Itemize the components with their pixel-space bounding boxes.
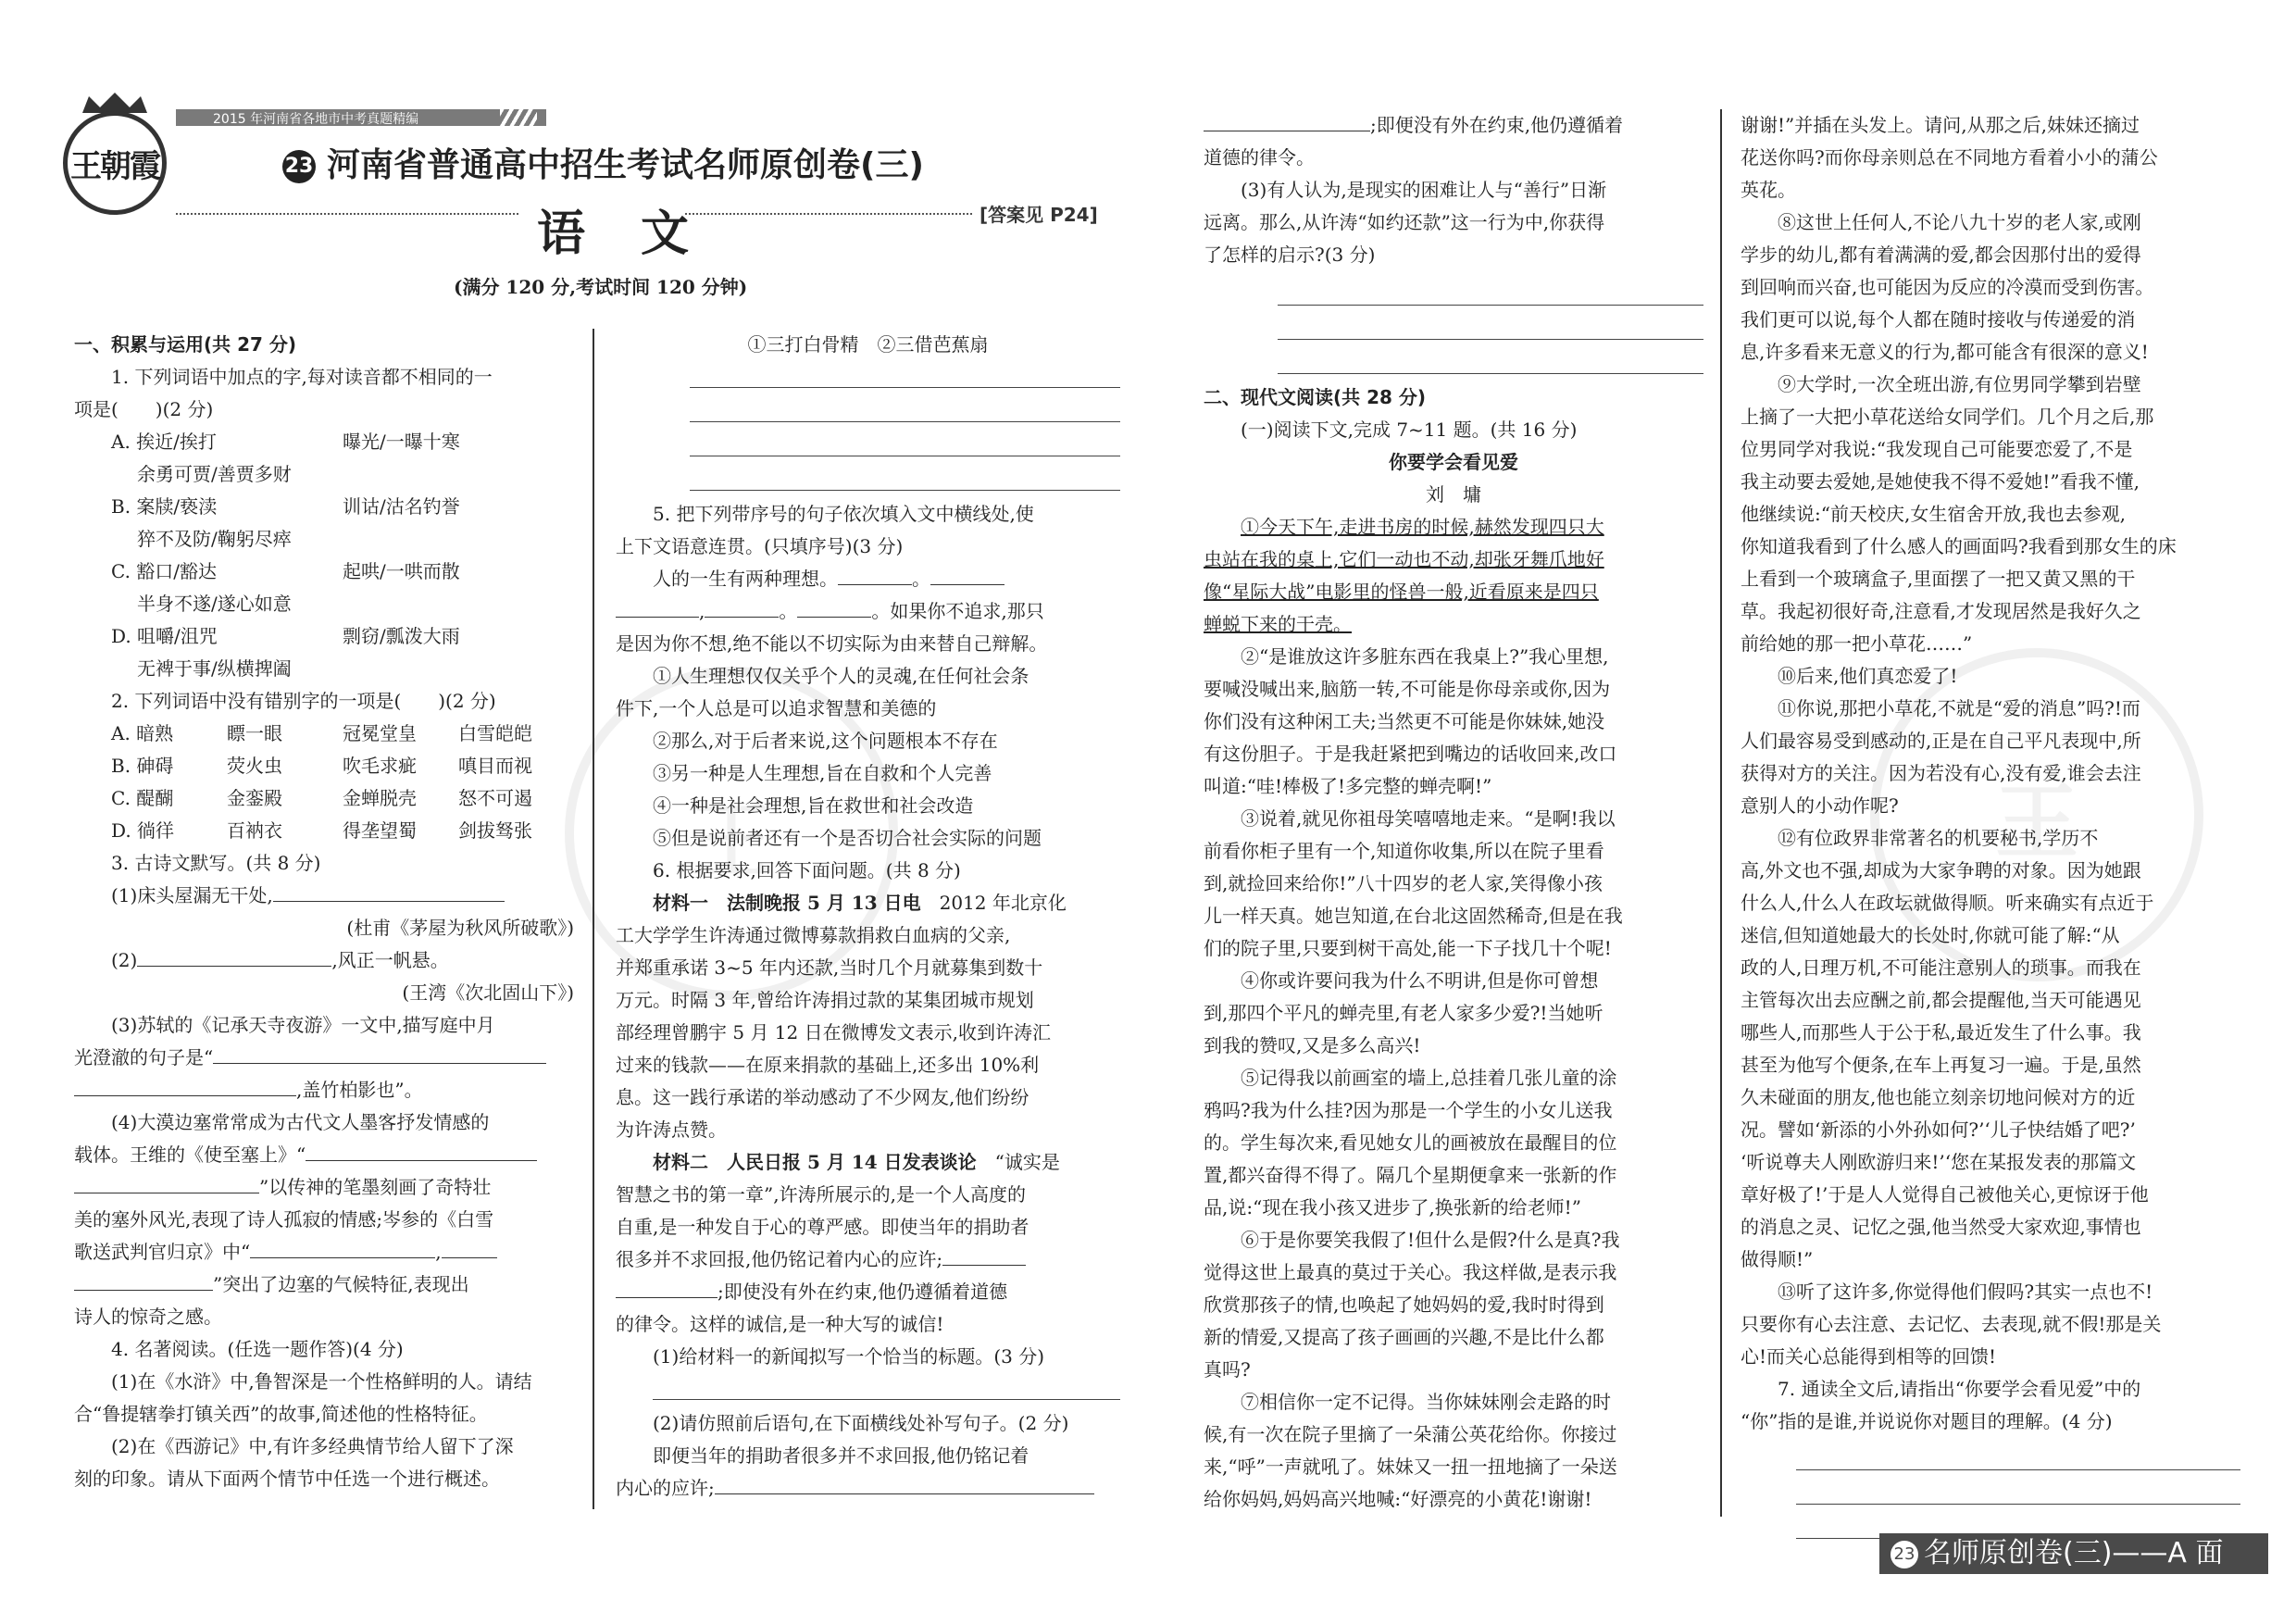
question-3-stem: 3. 古诗文默写。(共 8 分)	[111, 852, 321, 874]
essay-line: 息,许多看来无意义的行为,都可能含有很深的意义!	[1741, 341, 2149, 363]
option-row	[74, 782, 574, 815]
material-2	[616, 1146, 1120, 1179]
answer-line[interactable]	[653, 1373, 1120, 1400]
option-text: 曝光/一曝十寒	[343, 431, 460, 453]
answer-blank[interactable]	[74, 1172, 259, 1193]
question-5-items	[616, 660, 1120, 855]
essay-line: 的消息之灵、记忆之强,他当然受大家欢迎,事情也	[1741, 1216, 2141, 1238]
question-text: (1)床头屋漏无干处,	[111, 884, 273, 906]
essay-line: ⑦相信你一定不记得。当你妹妹刚会走路的时	[1241, 1391, 1611, 1413]
essay-line: 给你妈妈,妈妈高兴地喊:“好漂亮的小黄花!谢谢!	[1204, 1488, 1592, 1510]
footer-number-badge: 23	[1890, 1541, 1918, 1568]
essay-line: ⑫有位政界非常著名的机要秘书,学历不	[1778, 827, 2099, 849]
plot-options: ①三打白骨精 ②三借芭蕉扇	[747, 333, 989, 356]
option-text: 百衲衣	[227, 819, 282, 842]
answer-line[interactable]	[690, 395, 1120, 422]
column-2	[616, 329, 1120, 1505]
question-text: ,风正一帆悬。	[331, 949, 449, 971]
material-1	[616, 887, 1120, 919]
answer-blank[interactable]	[213, 1043, 546, 1064]
essay-line: 前看你柜子里有一个,知道你收集,所以在院子里看	[1204, 840, 1604, 862]
essay-line: 的。学生每次来,看见她女儿的画被放在最醒目的位	[1204, 1131, 1617, 1154]
brand-logo	[63, 111, 167, 215]
option-text: 金銮殿	[227, 787, 282, 809]
answer-lines	[1204, 279, 1703, 374]
material-text: 万元。时隔 3 年,曾给许涛捐过款的某集团城市规划	[616, 989, 1034, 1011]
option-row	[74, 620, 574, 653]
option-row	[74, 523, 574, 556]
option-text: 起哄/一哄而散	[343, 560, 460, 582]
answer-blank[interactable]	[838, 564, 912, 585]
option-text: 剑拔驽张	[458, 819, 532, 842]
essay-line: 英花。	[1741, 179, 1796, 201]
material-text-span: 很多并不求回报,他仍铭记着内心的应许;	[616, 1248, 943, 1270]
series-banner	[176, 109, 546, 126]
option-text: B. 案牍/亵渎	[111, 495, 218, 518]
option-row	[74, 653, 574, 685]
question-3-4-line: 诗人的惊奇之感。	[74, 1306, 222, 1328]
question-6-2-text: 即便当年的捐助者很多并不求回报,他仍铭记着	[653, 1444, 1029, 1467]
question-6-2-cont	[1204, 109, 1703, 142]
question-6-2-cont: 道德的律令。	[1204, 146, 1315, 169]
question-text: (2)	[111, 949, 138, 971]
answer-blank[interactable]	[250, 1237, 435, 1258]
material-text: 2012 年北京化	[939, 892, 1067, 914]
answer-blank[interactable]	[705, 596, 779, 618]
material-text	[616, 1243, 1120, 1276]
essay-line: 花送你吗?而你母亲则总在不同地方看着小小的蒲公	[1741, 146, 2158, 169]
essay-line: 人们最容易受到感动的,正是在自己平凡表现中,所	[1741, 730, 2141, 752]
essay-line: 什么人,什么人在政坛就做得顺。听来确实有点近于	[1741, 892, 2154, 914]
answer-blank[interactable]	[616, 1277, 718, 1298]
column-divider	[1720, 109, 1722, 1517]
material-label: 材料一 法制晚报 5 月 13 日电	[653, 892, 921, 914]
essay-line: 迷信,但知道她最大的长处时,你就可能了解:“从	[1741, 924, 2120, 946]
answer-lines	[1741, 1443, 2240, 1539]
answer-blank[interactable]	[616, 596, 699, 618]
answer-blank[interactable]	[306, 1140, 537, 1161]
option-text: 无裨于事/纵横捭阖	[137, 657, 292, 680]
column-1	[74, 329, 574, 1495]
essay-line: 做得顺!”	[1741, 1248, 1814, 1270]
question-3-4-line: 美的塞外风光,表现了诗人孤寂的情感;岑参的《白雪	[74, 1208, 494, 1231]
essay-line: 高,外文也不强,却成为大家争聘的对象。因为她跟	[1741, 859, 2141, 881]
option-text: 剽窃/瓢泼大雨	[343, 625, 460, 647]
material-text: 工大学学生许涛通过微博募款捐救白血病的父亲,	[616, 924, 1011, 946]
option-row	[74, 588, 574, 620]
essay-line: 新的情爱,又提高了孩子画画的兴趣,不是比什么都	[1204, 1326, 1604, 1348]
sentence-item: ⑤但是说前者还有一个是否切合社会实际的问题	[653, 827, 1042, 849]
question-5-text: , 。 。如果你不追求,那只	[616, 595, 1120, 628]
material-text: 为许涛点赞。	[616, 1118, 727, 1141]
header-rule	[176, 213, 518, 215]
essay-line: 况。譬如‘新添的小外孙如何?’‘儿子快结婚了吧?’	[1741, 1118, 2136, 1141]
question-5-text: 是因为你不想,绝不能以不切实际为由来替自己辩解。	[616, 632, 1048, 655]
answer-blank[interactable]	[74, 1075, 296, 1096]
question-7: 7. 通读全文后,请指出“你要学会看见爱”中的	[1778, 1378, 2141, 1400]
essay-line: 甚至为他写个便条,在车上再复习一遍。于是,虽然	[1741, 1054, 2141, 1076]
question-text: 载体。王维的《使至塞上》“	[74, 1143, 306, 1166]
material-text: 息。这一践行承诺的举动感动了不少网友,他们纷纷	[616, 1086, 1029, 1108]
question-3-1	[74, 880, 574, 912]
essay-line: 蝉蜕下来的干壳。	[1204, 613, 1352, 635]
question-text: 内心的应许;	[616, 1477, 715, 1499]
option-text: 白雪皑皑	[458, 722, 532, 744]
question-1-stem: 项是( )(2 分)	[74, 398, 214, 420]
question-3-4-line	[74, 1139, 574, 1171]
essay-line: 获得对方的关注。因为若没有心,没有爱,谁会去注	[1741, 762, 2141, 784]
question-text: 人的一生有两种理想。	[653, 568, 838, 590]
option-text: 猝不及防/鞠躬尽瘁	[137, 528, 292, 550]
option-text: 嗔目而视	[458, 755, 532, 777]
question-1-options	[74, 426, 574, 685]
essay-line: 只要你有心去注意、去记忆、去表现,就不假!那是关	[1741, 1313, 2162, 1335]
answer-blank[interactable]	[74, 1269, 213, 1291]
answer-line[interactable]	[1796, 1443, 2240, 1470]
question-6-2: (2)请仿照前后语句,在下面横线处补写句子。(2 分)	[653, 1412, 1069, 1434]
essay-line: 来,“呼”一声就吼了。妹妹又一扭一扭地摘了一朵送	[1204, 1456, 1617, 1478]
essay-line: 位男同学对我说:“我发现自己可能要恋爱了,不是	[1741, 438, 2133, 460]
exam-number-badge: 23	[282, 150, 316, 183]
sentence-item: ②那么,对于后者来说,这个问题根本不存在	[653, 730, 998, 752]
essay-line: ③说着,就见你祖母笑嘻嘻地走来。“是啊!我以	[1241, 807, 1616, 830]
option-row	[74, 426, 574, 458]
subject-title: 语文	[537, 206, 745, 262]
question-text: ”突出了边塞的气候特征,表现出	[213, 1273, 469, 1295]
answer-line[interactable]	[1278, 313, 1703, 340]
banner-stripes	[500, 109, 537, 126]
poem-source: (杜甫《茅屋为秋风所破歌》)	[346, 917, 574, 939]
material-text: 自重,是一种发自于心的尊严感。即使当年的捐助者	[616, 1216, 1029, 1238]
question-4-1: 合“鲁提辖拳打镇关西”的故事,简述他的性格特征。	[74, 1403, 488, 1425]
question-3-4-line	[74, 1268, 574, 1301]
question-3-4-line	[74, 1171, 574, 1204]
essay-line: 虫站在我的桌上,它们一动也不动,却张牙舞爪地好	[1204, 548, 1604, 570]
question-7: “你”指的是谁,并说说你对题目的理解。(4 分)	[1741, 1410, 2113, 1432]
answer-lines	[616, 1373, 1120, 1400]
essay-line: 学步的幼儿,都有着满满的爱,都会因那付出的爱得	[1741, 244, 2141, 266]
material-text: 智慧之书的第一章”,许涛所展示的,是一个人高度的	[616, 1183, 1026, 1206]
question-4-1: (1)在《水浒》中,鲁智深是一个性格鲜明的人。请结	[111, 1370, 532, 1393]
option-text: 怒不可遏	[458, 787, 532, 809]
essay-line: 叫道:“哇!棒极了!多完整的蝉壳啊!”	[1204, 775, 1492, 797]
option-text: 吹毛求疵	[343, 755, 417, 777]
option-row	[74, 750, 574, 782]
essay-line: 草。我起初很好奇,注意看,才发现居然是我好久之	[1741, 600, 2141, 622]
watermark-text: 王	[690, 792, 773, 890]
question-3-3-line	[74, 1074, 574, 1106]
essay-title: 你要学会看见爱	[1389, 451, 1518, 473]
essay-line: 你们没有这种闲工夫;当然更不可能是你妹妹,她没	[1204, 710, 1605, 732]
question-text: ,	[435, 1241, 442, 1263]
essay-line: ⑨大学时,一次全班出游,有位男同学攀到岩壁	[1778, 373, 2141, 395]
essay-line: 政的人,日理万机,不可能注意别人的琐事。而我在	[1741, 956, 2141, 979]
question-3-4-line	[74, 1236, 574, 1268]
essay-line: 置,都兴奋得不得了。隔几个星期便拿来一张新的作	[1204, 1164, 1617, 1186]
page-footer	[1879, 1533, 2268, 1574]
essay-line: 久未碰面的朋友,他也能立刻亲切地问候对方的近	[1741, 1086, 2136, 1108]
essay-body	[1741, 109, 2240, 1373]
question-5-stem: 上下文语意连贯。(只填序号)(3 分)	[616, 535, 904, 557]
essay-line: 他继续说:“前天校庆,女生宿舍开放,我也去参观,	[1741, 503, 2127, 525]
option-text: 金蝉脱壳	[343, 787, 417, 809]
option-text: 荧火虫	[227, 755, 282, 777]
answer-lines	[616, 361, 1120, 491]
essay-line: 儿一样天真。她岂知道,在台北这固然稀奇,但是在我	[1204, 905, 1623, 927]
sentence-item: ④一种是社会理想,旨在救世和社会改造	[653, 794, 974, 817]
essay-line: 鸦吗?我为什么挂?因为那是一个学生的小女儿送我	[1204, 1099, 1613, 1121]
essay-line: ④你或许要问我为什么不明讲,但是你可曾想	[1241, 969, 1599, 992]
essay-line: 要喊没喊出来,脑筋一转,不可能是你母亲或你,因为	[1204, 678, 1611, 700]
answer-blank[interactable]	[942, 1244, 1026, 1266]
question-3-3-line	[74, 1042, 574, 1074]
question-text: ;即便没有外在约束,他仍遵循着	[1370, 114, 1624, 136]
question-text: 歌送武判官归京》中“	[74, 1241, 251, 1263]
essay-body	[1204, 511, 1703, 1516]
logo-text: 王朝霞	[70, 147, 159, 185]
essay-line: 主管每次出去应酬之前,都会提醒他,当天可能遇见	[1741, 989, 2141, 1011]
question-text: 光澄澈的句子是“	[74, 1046, 214, 1068]
question-text: ,盖竹柏影也”。	[296, 1079, 423, 1101]
essay-line: 们的院子里,只要到树干高处,能一下子找几十个呢!	[1204, 937, 1612, 959]
option-text: A. 挨近/挨打	[111, 431, 217, 453]
question-5-stem: 5. 把下列带序号的句子依次填入文中横线处,使	[653, 503, 1034, 525]
essay-author: 刘 墉	[1426, 483, 1481, 506]
essay-line: 上看到一个玻璃盒子,里面摆了一把又黄又黑的干	[1741, 568, 2136, 590]
question-6-3: 远离。那么,从许涛“如约还款”这一行为中,你获得	[1204, 211, 1605, 233]
sentence-item: ①人生理想仅仅关乎个人的灵魂,在任何社会条	[653, 665, 1029, 687]
essay-line: 有这份胆子。于是我赶紧把到嘴边的话收回来,改口	[1204, 743, 1617, 765]
essay-line: ⑬听了这许多,你觉得他们假吗?其实一点也不!	[1778, 1281, 2153, 1303]
essay-line: 到回响而兴奋,也可能因为反应的冷漠而受到伤害。	[1741, 276, 2154, 298]
score-info: (满分 120 分,考试时间 120 分钟)	[454, 276, 748, 298]
question-3-2	[74, 944, 574, 977]
essay-line: 谢谢!”并插在头发上。请问,从那之后,妹妹还摘过	[1741, 114, 2140, 136]
material-text	[616, 1276, 1120, 1308]
material-text: 的律令。这样的诚信,是一种大写的诚信!	[616, 1313, 944, 1335]
option-text: D. 徜徉	[111, 819, 175, 842]
essay-line: 前给她的那一把小草花……”	[1741, 632, 1973, 655]
material-text: 过来的钱款——在原来捐款的基础上,还多出 10%利	[616, 1054, 1040, 1076]
question-4-stem: 4. 名著阅读。(任选一题作答)(4 分)	[111, 1338, 404, 1360]
title-text: 河南省普通高中招生考试名师原创卷(三)	[327, 146, 924, 184]
question-6-2-text	[616, 1472, 1120, 1505]
option-text: 得垄望蜀	[343, 819, 417, 842]
option-row	[74, 718, 574, 750]
essay-line: 像“星际大战”电影里的怪兽一般,近看原来是四只	[1204, 581, 1599, 603]
answer-blank[interactable]	[442, 1237, 497, 1258]
option-text: 冠冕堂皇	[343, 722, 417, 744]
sentence-item: ③另一种是人生理想,旨在自救和个人完善	[653, 762, 992, 784]
question-5-text: 人的一生有两种理想。 。	[616, 563, 1120, 595]
essay-line: ②“是谁放这许多脏东西在我桌上?”我心里想,	[1241, 645, 1609, 668]
question-6-3: (3)有人认为,是现实的困难让人与“善行”日渐	[1241, 179, 1607, 201]
material-text: 并郑重承诺 3~5 年内还款,当时几个月就募集到数十	[616, 956, 1043, 979]
essay-line: 我们更可以说,每个人都在随时接收与传递爱的消	[1741, 308, 2136, 331]
option-text: C. 醍醐	[111, 787, 174, 809]
answer-blank[interactable]	[715, 1473, 1094, 1494]
essay-line: 上摘了一大把小草花送给女同学们。几个月之后,那	[1741, 406, 2154, 428]
essay-line: ⑧这世上任何人,不论八九十岁的老人家,或刚	[1778, 211, 2141, 233]
footer-text: 名师原创卷(三)——A 面	[1924, 1537, 2224, 1569]
question-1-stem: 1. 下列词语中加点的字,每对读音都不相同的一	[111, 366, 493, 388]
essay-line: 心!而关心总能得到相等的回馈!	[1741, 1345, 1997, 1368]
option-row	[74, 491, 574, 523]
question-4-2: 刻的印象。请从下面两个情节中任选一个进行概述。	[74, 1468, 500, 1490]
section-heading: 二、现代文阅读(共 28 分)	[1204, 386, 1427, 408]
option-text: 瞟一眼	[227, 722, 282, 744]
essay-line: 你知道我看到了什么感人的画面吗?我看到那女生的床	[1741, 535, 2177, 557]
question-text: ”以传神的笔墨刻画了奇特壮	[259, 1176, 492, 1198]
column-divider	[593, 329, 594, 1509]
question-6-1: (1)给材料一的新闻拟写一个恰当的标题。(3 分)	[653, 1345, 1045, 1368]
question-3-3: (3)苏轼的《记承天寺夜游》一文中,描写庭中月	[111, 1014, 495, 1036]
answer-blank[interactable]	[1204, 110, 1370, 131]
question-text: 。如果你不追求,那只	[871, 600, 1044, 622]
essay-line: 章好极了!’于是人人觉得自己被他关心,更惊讶于他	[1741, 1183, 2149, 1206]
essay-line: 到,就捡回来给你!”八十四岁的老人家,笑得像小孩	[1204, 872, 1603, 894]
question-2-stem: 2. 下列词语中没有错别字的一项是( )(2 分)	[111, 690, 496, 712]
answer-line[interactable]	[1278, 347, 1703, 374]
essay-line: 到我的赞叹,又是多么高兴!	[1204, 1034, 1421, 1056]
essay-line: 意别人的小动作呢?	[1741, 794, 1899, 817]
poem-source: (王湾《次北固山下》)	[402, 981, 574, 1004]
series-text: 2015 年河南省各地市中考真题精编	[213, 112, 419, 127]
essay-line: 候,有一次在院子里摘了一朵蒲公英花给你。你接过	[1204, 1423, 1617, 1445]
answer-blank[interactable]	[930, 564, 1004, 585]
option-text: D. 咀嚼/沮咒	[111, 625, 218, 647]
question-4-2: (2)在《西游记》中,有许多经典情节给人留下了深	[111, 1435, 514, 1457]
material-text: 部经理曾鹏宇 5 月 12 日在微博发文表示,收到许涛汇	[616, 1021, 1051, 1043]
option-row	[74, 556, 574, 588]
essay-line: ‘听说尊夫人刚欧游归来!’‘您在某报发表的那篇文	[1741, 1151, 2137, 1173]
material-1-text	[616, 919, 1120, 1146]
column-4	[1741, 109, 2240, 1546]
reading-instruction: (一)阅读下文,完成 7~11 题。(共 16 分)	[1241, 419, 1578, 441]
essay-line: 哪些人,而那些人于公于私,最近发生了什么事。我	[1741, 1021, 2141, 1043]
answer-blank[interactable]	[797, 596, 871, 618]
page-title	[282, 139, 924, 186]
material-text-span: ;即使没有外在约束,他仍遵循着道德	[718, 1281, 1008, 1303]
answer-line[interactable]	[690, 430, 1120, 456]
material-text: “诚实是	[994, 1151, 1060, 1173]
essay-line: ⑥于是你要笑我假了!但什么是假?什么是真?我	[1241, 1229, 1620, 1251]
question-6-stem: 6. 根据要求,回答下面问题。(共 8 分)	[653, 859, 961, 881]
option-text: C. 豁口/豁达	[111, 560, 218, 582]
option-text: A. 暗熟	[111, 722, 174, 744]
option-text: 半身不遂/遂心如意	[137, 593, 292, 615]
section-heading: 一、积累与运用(共 27 分)	[74, 333, 297, 356]
option-text: B. 砷碍	[111, 755, 174, 777]
answer-line[interactable]	[690, 464, 1120, 491]
column-3	[1204, 109, 1703, 1516]
essay-line: 到,那四个平凡的蝉壳里,有老人家多少爱?!当她听	[1204, 1002, 1603, 1024]
answer-line[interactable]	[1796, 1478, 2240, 1505]
answer-reference: [答案见 P24]	[980, 204, 1098, 226]
option-text: 训诂/沽名钓誉	[343, 495, 460, 518]
question-2-options	[74, 718, 574, 847]
essay-line: 觉得这世上最真的莫过于关心。我这样做,是表示我	[1204, 1261, 1617, 1283]
answer-line[interactable]	[690, 361, 1120, 388]
essay-line: ⑤记得我以前画室的墙上,总挂着几张儿童的涂	[1241, 1067, 1617, 1089]
answer-blank[interactable]	[273, 881, 505, 902]
essay-line: ⑩后来,他们真恋爱了!	[1778, 665, 1958, 687]
essay-line: ⑪你说,那把小草花,不就是“爱的消息”吗?!而	[1778, 697, 2140, 719]
essay-line: 我主动要去爱她,是她使我不得不爱她!”看我不懂,	[1741, 470, 2140, 493]
option-row	[74, 815, 574, 847]
question-3-4: (4)大漠边塞常常成为古代文人墨客抒发情感的	[111, 1111, 490, 1133]
answer-blank[interactable]	[137, 945, 331, 967]
question-6-3: 了怎样的启示?(3 分)	[1204, 244, 1376, 266]
option-row	[74, 458, 574, 491]
essay-line: 欣赏那孩子的情,也唤起了她妈妈的爱,我时时得到	[1204, 1293, 1604, 1316]
essay-line: 真吗?	[1204, 1358, 1251, 1381]
answer-line[interactable]	[1278, 279, 1703, 306]
watermark-text: 王	[1995, 773, 2078, 871]
sentence-item: 件下,一个人总是可以追求智慧和美德的	[616, 697, 937, 719]
material-label: 材料二 人民日报 5 月 14 日发表谈论	[653, 1151, 977, 1173]
essay-line: 品,说:“现在我小孩又进步了,换张新的给老师!”	[1204, 1196, 1581, 1218]
essay-line: ①今天下午,走进书房的时候,赫然发现四只大	[1241, 516, 1604, 538]
option-text: 余勇可贾/善贾多财	[137, 463, 292, 485]
